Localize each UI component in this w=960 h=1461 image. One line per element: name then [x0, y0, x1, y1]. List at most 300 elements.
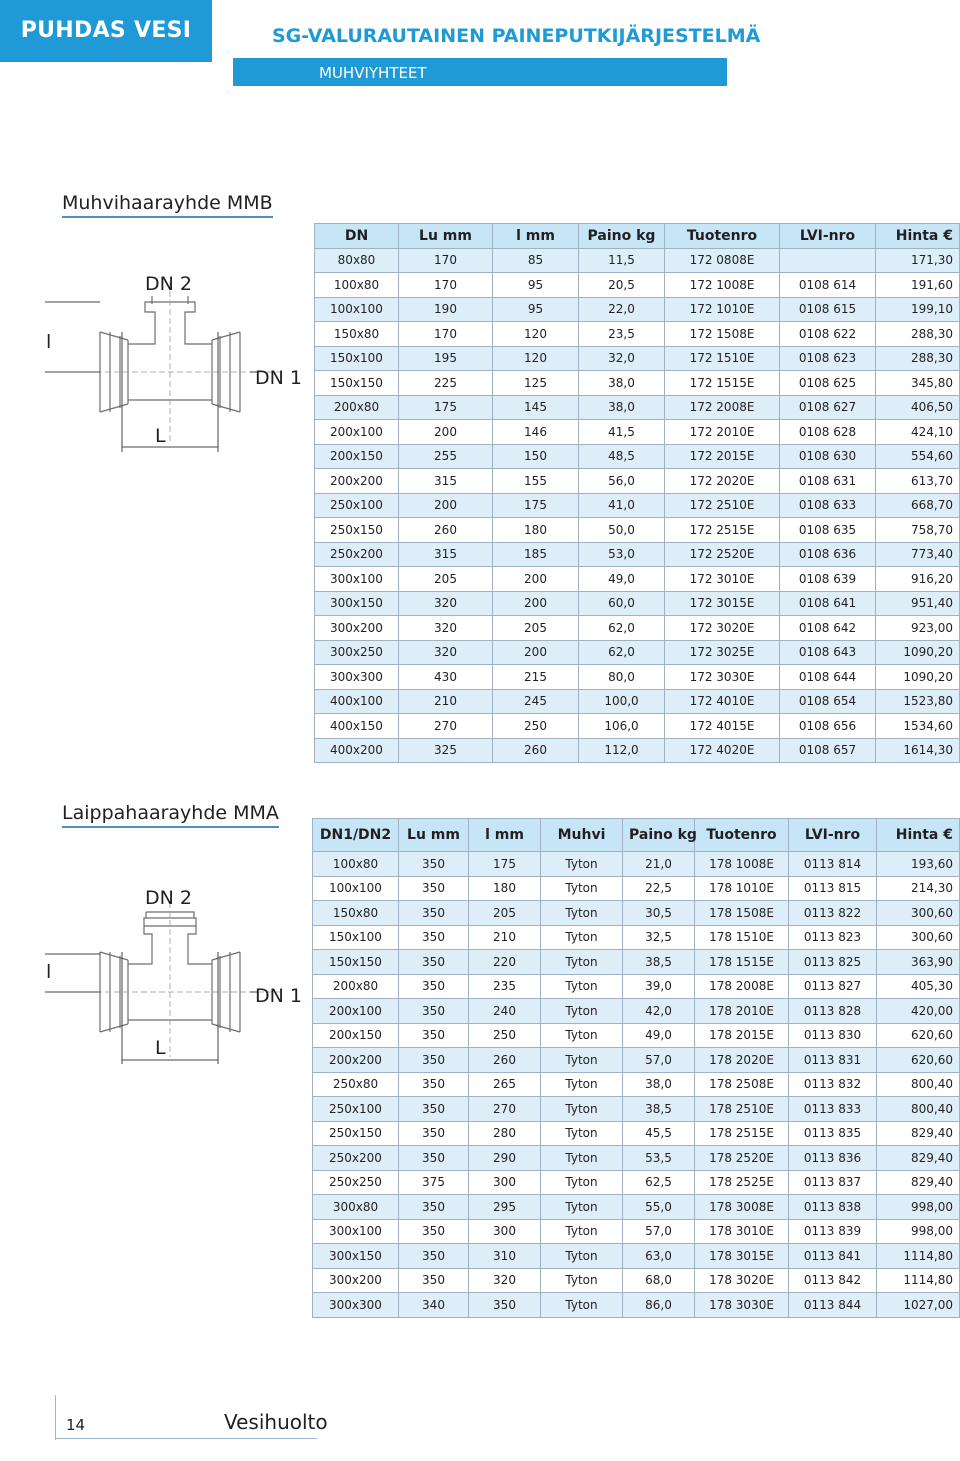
mmb-table-cell: 175: [493, 493, 579, 518]
mmb-table-cell: 210: [399, 689, 493, 714]
mmb-header-cell: Lu mm: [399, 224, 493, 249]
mma-header-cell: LVI-nro: [789, 819, 877, 852]
mmb-table-row: [315, 346, 960, 371]
mmb-table-cell: 260: [493, 738, 579, 763]
mmb-table-row: [315, 469, 960, 494]
mma-header-cell: Hinta €: [877, 819, 960, 852]
mma-table-cell: 350: [399, 1268, 469, 1293]
mmb-table-cell: 300x100: [315, 567, 399, 592]
mmb-table-cell: 150x100: [315, 346, 399, 371]
mmb-table-cell: 180: [493, 518, 579, 543]
mma-table-row: [313, 1170, 960, 1195]
mmb-table-cell: 0108 657: [780, 738, 876, 763]
mmb-table-cell: 758,70: [876, 518, 960, 543]
mma-table-row: [313, 1195, 960, 1220]
mmb-table-cell: 200x80: [315, 395, 399, 420]
mma-table-cell: 0113 827: [789, 974, 877, 999]
mmb-table-cell: 155: [493, 469, 579, 494]
mmb-table-row: [315, 738, 960, 763]
mma-table-cell: 42,0: [623, 999, 695, 1024]
mma-table-cell: 350: [399, 1023, 469, 1048]
mma-table-row: [313, 925, 960, 950]
mma-table-row: [313, 1146, 960, 1171]
mma-table-cell: 240: [469, 999, 541, 1024]
footer-divider: [55, 1438, 317, 1439]
mmb-table-cell: 0108 622: [780, 322, 876, 347]
mmb-table-cell: 20,5: [579, 273, 665, 298]
mma-table-cell: 45,5: [623, 1121, 695, 1146]
mmb-table-cell: 1614,30: [876, 738, 960, 763]
mmb-table-cell: 60,0: [579, 591, 665, 616]
mma-table-cell: Tyton: [541, 999, 623, 1024]
mma-table-cell: Tyton: [541, 876, 623, 901]
mmb-table-row: [315, 518, 960, 543]
mma-dn1-label: DN 1: [255, 985, 302, 1007]
section-title-mmb: Muhvihaarayhde MMB: [62, 192, 273, 218]
mmb-table-cell: 300x200: [315, 616, 399, 641]
mmb-table-cell: 0108 615: [780, 297, 876, 322]
mmb-table-cell: [780, 248, 876, 273]
mma-header-cell: Paino kg: [623, 819, 695, 852]
mmb-table-cell: 315: [399, 542, 493, 567]
mmb-table-cell: 172 3025E: [665, 640, 780, 665]
mmb-table-cell: 300x150: [315, 591, 399, 616]
mma-table-cell: 350: [399, 1219, 469, 1244]
mma-table-cell: 998,00: [877, 1219, 960, 1244]
page-number: 14: [66, 1416, 86, 1434]
mma-table-cell: 260: [469, 1048, 541, 1073]
mma-table-cell: 280: [469, 1121, 541, 1146]
mmb-table-cell: 554,60: [876, 444, 960, 469]
mmb-table-cell: 0108 628: [780, 420, 876, 445]
mma-table: [312, 818, 960, 1318]
mma-table-cell: 310: [469, 1244, 541, 1269]
mma-table-cell: 300: [469, 1170, 541, 1195]
mma-table-row: [313, 1121, 960, 1146]
mmb-drawing: [40, 262, 310, 462]
mma-table-cell: 178 2015E: [695, 1023, 789, 1048]
mmb-table-cell: 200: [399, 420, 493, 445]
mma-table-cell: 829,40: [877, 1170, 960, 1195]
mmb-table-cell: 0108 644: [780, 665, 876, 690]
mma-table-cell: 350: [399, 852, 469, 877]
mma-table-cell: 0113 828: [789, 999, 877, 1024]
mma-table-cell: 235: [469, 974, 541, 999]
mma-table-cell: 998,00: [877, 1195, 960, 1220]
mmb-table-cell: 300x300: [315, 665, 399, 690]
mma-table-cell: 178 3015E: [695, 1244, 789, 1269]
mma-table-cell: 290: [469, 1146, 541, 1171]
mma-table-cell: 405,30: [877, 974, 960, 999]
mma-table-cell: 178 2008E: [695, 974, 789, 999]
mma-table-cell: 350: [469, 1293, 541, 1318]
mmb-table-cell: 400x150: [315, 714, 399, 739]
mma-table-cell: 300: [469, 1219, 541, 1244]
page-title: SG-VALURAUTAINEN PAINEPUTKIJÄRJESTELMÄ: [272, 25, 761, 47]
mma-table-cell: 57,0: [623, 1048, 695, 1073]
mmb-table-cell: 48,5: [579, 444, 665, 469]
mma-table-cell: 350: [399, 1121, 469, 1146]
mma-table-cell: 350: [399, 901, 469, 926]
mmb-table-cell: 320: [399, 591, 493, 616]
mma-table-row: [313, 999, 960, 1024]
mma-table-cell: 21,0: [623, 852, 695, 877]
mmb-table-cell: 172 3020E: [665, 616, 780, 641]
mmb-table-cell: 172 3030E: [665, 665, 780, 690]
mma-table-cell: 0113 823: [789, 925, 877, 950]
mma-table-cell: 300x150: [313, 1244, 399, 1269]
mma-table-cell: 350: [399, 1244, 469, 1269]
mma-table-cell: 0113 838: [789, 1195, 877, 1220]
mma-table-cell: 300,60: [877, 925, 960, 950]
footer-text: Vesihuolto: [224, 1410, 328, 1434]
mma-l-long-label: L: [155, 1037, 166, 1059]
mmb-table-cell: 185: [493, 542, 579, 567]
mmb-table-cell: 0108 631: [780, 469, 876, 494]
mmb-table-cell: 80x80: [315, 248, 399, 273]
mmb-table-cell: 170: [399, 248, 493, 273]
mmb-table-cell: 22,0: [579, 297, 665, 322]
mma-table-cell: 295: [469, 1195, 541, 1220]
mmb-table-cell: 199,10: [876, 297, 960, 322]
mmb-table-cell: 172 0808E: [665, 248, 780, 273]
mma-table-row: [313, 1244, 960, 1269]
mma-table-cell: 178 2020E: [695, 1048, 789, 1073]
mmb-table-cell: 112,0: [579, 738, 665, 763]
mma-table-cell: 250x80: [313, 1072, 399, 1097]
mmb-table-row: [315, 248, 960, 273]
mmb-header-cell: Tuotenro: [665, 224, 780, 249]
mma-table-cell: 220: [469, 950, 541, 975]
mmb-table-cell: 191,60: [876, 273, 960, 298]
mma-table-cell: 350: [399, 999, 469, 1024]
mmb-table-cell: 0108 656: [780, 714, 876, 739]
mma-table-cell: 250x250: [313, 1170, 399, 1195]
mma-table-cell: 250x150: [313, 1121, 399, 1146]
mmb-table-cell: 250: [493, 714, 579, 739]
mma-table-cell: 178 2510E: [695, 1097, 789, 1122]
mmb-table-cell: 0108 643: [780, 640, 876, 665]
mmb-table-cell: 172 1508E: [665, 322, 780, 347]
mmb-table-cell: 200: [493, 640, 579, 665]
mmb-table-row: [315, 493, 960, 518]
mmb-table-row: [315, 591, 960, 616]
mma-table-cell: 53,5: [623, 1146, 695, 1171]
mma-table-row: [313, 1048, 960, 1073]
mmb-table-cell: 0108 633: [780, 493, 876, 518]
mma-table-cell: Tyton: [541, 974, 623, 999]
mma-table-cell: 178 2525E: [695, 1170, 789, 1195]
mmb-table-cell: 100,0: [579, 689, 665, 714]
mma-table-cell: 200x200: [313, 1048, 399, 1073]
mmb-table-row: [315, 665, 960, 690]
mma-table-cell: 178 1510E: [695, 925, 789, 950]
mma-table-cell: 300x80: [313, 1195, 399, 1220]
mmb-table-cell: 1534,60: [876, 714, 960, 739]
mmb-table-cell: 200: [493, 591, 579, 616]
mmb-table-row: [315, 542, 960, 567]
mmb-table-cell: 0108 654: [780, 689, 876, 714]
mmb-table-cell: 0108 641: [780, 591, 876, 616]
mma-table-cell: 175: [469, 852, 541, 877]
mma-table-cell: 38,5: [623, 1097, 695, 1122]
mma-table-cell: 49,0: [623, 1023, 695, 1048]
mma-table-cell: 200x100: [313, 999, 399, 1024]
mmb-table-cell: 406,50: [876, 395, 960, 420]
mma-table-row: [313, 852, 960, 877]
mma-table-cell: 0113 815: [789, 876, 877, 901]
mmb-table-cell: 172 4015E: [665, 714, 780, 739]
mmb-table-cell: 668,70: [876, 493, 960, 518]
mma-table-cell: 178 2010E: [695, 999, 789, 1024]
mmb-table-cell: 85: [493, 248, 579, 273]
mma-table-cell: 150x80: [313, 901, 399, 926]
mma-table-cell: Tyton: [541, 1072, 623, 1097]
mmb-table-cell: 916,20: [876, 567, 960, 592]
mmb-table-cell: 172 1510E: [665, 346, 780, 371]
mmb-table-cell: 53,0: [579, 542, 665, 567]
mma-table-cell: 178 3030E: [695, 1293, 789, 1318]
mma-table-cell: 350: [399, 1097, 469, 1122]
mma-table-cell: 32,5: [623, 925, 695, 950]
mmb-table-cell: 172 3010E: [665, 567, 780, 592]
mmb-table-row: [315, 297, 960, 322]
mma-table-row: [313, 1268, 960, 1293]
mmb-table-cell: 100x100: [315, 297, 399, 322]
mma-table-cell: Tyton: [541, 1146, 623, 1171]
mma-drawing: [40, 882, 310, 1072]
mmb-table-cell: 0108 623: [780, 346, 876, 371]
mma-table-cell: 0113 842: [789, 1268, 877, 1293]
mmb-table-cell: 245: [493, 689, 579, 714]
mma-table-cell: 363,90: [877, 950, 960, 975]
mmb-table-cell: 62,0: [579, 616, 665, 641]
mmb-table-row: [315, 420, 960, 445]
mmb-table-row: [315, 567, 960, 592]
mma-table-cell: 68,0: [623, 1268, 695, 1293]
mmb-table-cell: 205: [399, 567, 493, 592]
mmb-table-cell: 195: [399, 346, 493, 371]
mma-table-cell: Tyton: [541, 1293, 623, 1318]
mmb-table-cell: 106,0: [579, 714, 665, 739]
mmb-table-cell: 0108 639: [780, 567, 876, 592]
mmb-table-cell: 171,30: [876, 248, 960, 273]
mma-table-cell: 178 1515E: [695, 950, 789, 975]
mmb-table-cell: 56,0: [579, 469, 665, 494]
mma-table-cell: 829,40: [877, 1121, 960, 1146]
mmb-header-cell: Hinta €: [876, 224, 960, 249]
mmb-table-cell: 49,0: [579, 567, 665, 592]
mmb-table-cell: 95: [493, 273, 579, 298]
mma-table-cell: 178 3010E: [695, 1219, 789, 1244]
page-subtitle: MUHVIYHTEET: [233, 58, 727, 86]
mma-table-cell: 1027,00: [877, 1293, 960, 1318]
mmb-table-cell: 325: [399, 738, 493, 763]
mma-table-cell: 0113 832: [789, 1072, 877, 1097]
mma-table-cell: 0113 835: [789, 1121, 877, 1146]
mmb-table-cell: 400x200: [315, 738, 399, 763]
mmb-table-cell: 172 4010E: [665, 689, 780, 714]
mma-table-row: [313, 950, 960, 975]
mma-table-cell: 0113 825: [789, 950, 877, 975]
mma-table-cell: 22,5: [623, 876, 695, 901]
mmb-table-row: [315, 444, 960, 469]
mma-table-row: [313, 901, 960, 926]
mma-table-row: [313, 1023, 960, 1048]
mmb-table-cell: 170: [399, 273, 493, 298]
mma-table-cell: 350: [399, 974, 469, 999]
mmb-table-cell: 0108 627: [780, 395, 876, 420]
mmb-table-cell: 120: [493, 346, 579, 371]
mmb-table-cell: 100x80: [315, 273, 399, 298]
mma-table-cell: 320: [469, 1268, 541, 1293]
mmb-table-cell: 270: [399, 714, 493, 739]
mma-table-cell: 350: [399, 1048, 469, 1073]
mmb-table-cell: 172 2015E: [665, 444, 780, 469]
mmb-header-cell: Paino kg: [579, 224, 665, 249]
mmb-table-cell: 125: [493, 371, 579, 396]
mma-table-cell: 180: [469, 876, 541, 901]
mmb-table-cell: 300x250: [315, 640, 399, 665]
mmb-table-cell: 250x200: [315, 542, 399, 567]
mmb-header-cell: LVI-nro: [780, 224, 876, 249]
mma-table-cell: 265: [469, 1072, 541, 1097]
mma-table-row: [313, 974, 960, 999]
mma-table-cell: 150x100: [313, 925, 399, 950]
mma-table-row: [313, 1293, 960, 1318]
mmb-table-cell: 80,0: [579, 665, 665, 690]
mma-header-cell: Lu mm: [399, 819, 469, 852]
mmb-dn2-label: DN 2: [145, 273, 192, 295]
mmb-table-cell: 1523,80: [876, 689, 960, 714]
mma-table-cell: 178 3020E: [695, 1268, 789, 1293]
mma-table-cell: 270: [469, 1097, 541, 1122]
mma-table-cell: 0113 831: [789, 1048, 877, 1073]
mma-table-cell: 0113 830: [789, 1023, 877, 1048]
mma-header-cell: l mm: [469, 819, 541, 852]
mma-table-cell: 62,5: [623, 1170, 695, 1195]
mmb-table-cell: 200x100: [315, 420, 399, 445]
mma-table-cell: 210: [469, 925, 541, 950]
mmb-table-row: [315, 640, 960, 665]
mmb-table-cell: 172 1010E: [665, 297, 780, 322]
mma-table-cell: 350: [399, 1195, 469, 1220]
mma-table-cell: Tyton: [541, 1121, 623, 1146]
mma-table-cell: 39,0: [623, 974, 695, 999]
mma-table-cell: 800,40: [877, 1072, 960, 1097]
mmb-table-cell: 120: [493, 322, 579, 347]
mma-table-cell: 178 1010E: [695, 876, 789, 901]
mmb-table-cell: 172 2010E: [665, 420, 780, 445]
mma-table-cell: 300x300: [313, 1293, 399, 1318]
mmb-table-cell: 0108 636: [780, 542, 876, 567]
mma-table-cell: 86,0: [623, 1293, 695, 1318]
mma-table-cell: 420,00: [877, 999, 960, 1024]
mmb-table-cell: 225: [399, 371, 493, 396]
mmb-table-cell: 205: [493, 616, 579, 641]
mmb-table-row: [315, 273, 960, 298]
mmb-table-cell: 613,70: [876, 469, 960, 494]
mmb-table-cell: 150x150: [315, 371, 399, 396]
mma-table-cell: 38,0: [623, 1072, 695, 1097]
mmb-table-cell: 250x100: [315, 493, 399, 518]
mmb-table-row: [315, 371, 960, 396]
mmb-table-cell: 424,10: [876, 420, 960, 445]
mma-table-row: [313, 1072, 960, 1097]
mma-header-cell: Tuotenro: [695, 819, 789, 852]
mmb-table-cell: 215: [493, 665, 579, 690]
mma-table-cell: Tyton: [541, 1023, 623, 1048]
mmb-table-cell: 288,30: [876, 346, 960, 371]
mmb-table-cell: 200: [493, 567, 579, 592]
mmb-table-cell: 62,0: [579, 640, 665, 665]
mmb-table-cell: 0108 635: [780, 518, 876, 543]
mma-table-cell: 100x80: [313, 852, 399, 877]
mmb-table-cell: 172 2520E: [665, 542, 780, 567]
mma-table-cell: Tyton: [541, 1244, 623, 1269]
mmb-table-cell: 255: [399, 444, 493, 469]
mma-table-cell: 150x150: [313, 950, 399, 975]
mma-table-cell: 178 3008E: [695, 1195, 789, 1220]
mma-table-row: [313, 1219, 960, 1244]
section-title-mma: Laippahaarayhde MMA: [62, 802, 279, 828]
mmb-header-cell: DN: [315, 224, 399, 249]
mmb-table-cell: 172 2008E: [665, 395, 780, 420]
mma-table-cell: 38,5: [623, 950, 695, 975]
mmb-table-cell: 23,5: [579, 322, 665, 347]
mmb-table-cell: 400x100: [315, 689, 399, 714]
mmb-table-cell: 41,0: [579, 493, 665, 518]
mmb-table-cell: 172 2510E: [665, 493, 780, 518]
mma-table-cell: 178 2520E: [695, 1146, 789, 1171]
mmb-table-cell: 1090,20: [876, 640, 960, 665]
mma-table-cell: 57,0: [623, 1219, 695, 1244]
brand-label: PUHDAS VESI: [0, 0, 212, 62]
mmb-table-cell: 320: [399, 640, 493, 665]
mma-table-cell: 350: [399, 876, 469, 901]
mma-table-cell: 0113 839: [789, 1219, 877, 1244]
mma-table-cell: 0113 836: [789, 1146, 877, 1171]
mma-table-cell: Tyton: [541, 1097, 623, 1122]
mma-table-cell: 205: [469, 901, 541, 926]
mma-table-cell: 300,60: [877, 901, 960, 926]
mma-table-cell: 30,5: [623, 901, 695, 926]
mmb-table-cell: 288,30: [876, 322, 960, 347]
mma-table-cell: 800,40: [877, 1097, 960, 1122]
mmb-table-cell: 41,5: [579, 420, 665, 445]
mma-table-cell: Tyton: [541, 901, 623, 926]
mmb-table-cell: 38,0: [579, 395, 665, 420]
mma-table-cell: 0113 833: [789, 1097, 877, 1122]
mmb-table-cell: 190: [399, 297, 493, 322]
mmb-table-cell: 200x200: [315, 469, 399, 494]
mma-table-cell: Tyton: [541, 1048, 623, 1073]
mma-table-cell: 620,60: [877, 1048, 960, 1073]
mma-table-cell: 300x100: [313, 1219, 399, 1244]
mma-table-cell: 829,40: [877, 1146, 960, 1171]
mma-table-cell: 0113 814: [789, 852, 877, 877]
mmb-table-cell: 172 1008E: [665, 273, 780, 298]
mma-header-cell: DN1/DN2: [313, 819, 399, 852]
mmb-l-long-label: L: [155, 425, 166, 447]
mmb-table-cell: 430: [399, 665, 493, 690]
mmb-table-cell: 172 2515E: [665, 518, 780, 543]
mma-table-cell: 178 2508E: [695, 1072, 789, 1097]
mmb-table-cell: 38,0: [579, 371, 665, 396]
mma-table-cell: 0113 837: [789, 1170, 877, 1195]
mmb-table-cell: 11,5: [579, 248, 665, 273]
mma-table-cell: 250x100: [313, 1097, 399, 1122]
